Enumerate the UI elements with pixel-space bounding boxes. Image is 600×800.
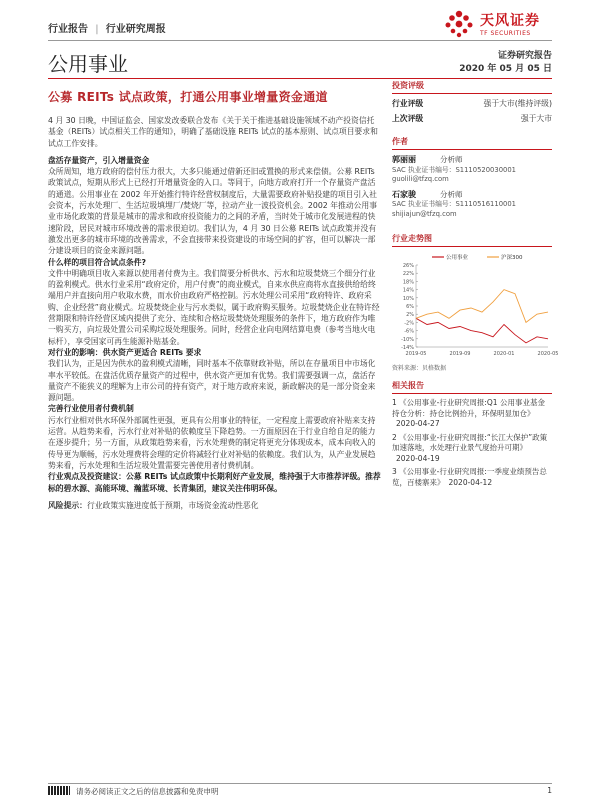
- x-tick-label: 2019-09: [449, 351, 471, 357]
- analyst-role: 分析师: [440, 155, 463, 164]
- related-report-item[interactable]: [392, 398, 552, 430]
- page-number: 1: [547, 786, 552, 795]
- related-report-title: 3 《公用事业-行业研究周报:一季度业绩预告总览，百楼寨来》: [392, 467, 547, 487]
- report-body: [48, 115, 382, 511]
- qr-code-icon: [48, 786, 70, 795]
- trend-section-title: 行业走势图: [392, 233, 552, 247]
- report-kind: 证券研究报告: [497, 51, 552, 61]
- author-section-title: 作者: [392, 136, 552, 150]
- y-tick-label: 6%: [406, 304, 414, 310]
- body-paragraph: 污水行业相对供水环保外部属性更强，更具有公用事业的特征，一定程度上需要政府补贴来支持运营。从趋势来看，污水行业对补贴的依赖度呈下降趋势。一方面原因在于行业自给自足的能力在逐步提升；另一方面，从政策趋势来看，污水处理费的制定将更充分体现成本，成本向收入的传导更为顺畅，污水处理费将会理的定价将减轻行业对补贴的依赖度。我们认为，从产业发展趋势来看，污水处理和生活垃圾处置需要完善使用者付费机制。: [48, 415, 376, 470]
- main-column: [48, 88, 382, 511]
- tag-separator: |: [95, 24, 99, 35]
- analyst-name: 石家骏: [392, 189, 416, 199]
- y-tick-label: 22%: [402, 271, 414, 278]
- section-heading: 什么样的项目符合试点条件?: [48, 257, 147, 267]
- logo-text-cn: 天风证券: [480, 13, 540, 29]
- logo-icon: [442, 8, 476, 42]
- analyst-email[interactable]: shijiajun@tfzq.com: [392, 209, 457, 218]
- section-heading: 盘活存量资产，引入增量资金: [48, 155, 150, 165]
- report-meta: [459, 50, 552, 76]
- y-tick-label: 2%: [406, 312, 414, 319]
- x-tick-label: 2020-05: [537, 351, 559, 357]
- legend-label: 沪深300: [501, 255, 523, 261]
- trend-chart: [392, 251, 559, 361]
- chart-source: 资料来源：贝格数据: [392, 365, 447, 372]
- y-tick-label: -2%: [404, 320, 414, 327]
- rating-section-title: 投资评级: [392, 80, 552, 94]
- related-report-date: 2020-04-19: [396, 453, 440, 463]
- y-tick-label: -14%: [401, 345, 414, 351]
- investment-advice: 行业观点及投资建议：公募 REITs 试点政策中长期利好产业发展，维持强于大市推荐评级。推荐标的碧水源、高能环境、瀚蓝环境、长青集团，建议关注伟明环保。: [48, 472, 381, 493]
- y-tick-label: 10%: [402, 295, 414, 302]
- sidebar: [392, 76, 559, 491]
- sector-title: 公用事业: [48, 52, 128, 76]
- analyst-email[interactable]: guolili@tfzq.com: [392, 175, 449, 183]
- body-paragraph: 4 月 30 日晚，中国证监会、国家发改委联合发布《关于关于推进基础设施领域不动产投资信托基金（REITs）试点相关工作的通知》，明确了基础设施 REITs 试点的基本原则、试点项目要求和试点工作安排。: [48, 116, 378, 148]
- related-report-date: 2020-04-27: [396, 419, 440, 428]
- y-tick-label: -6%: [404, 328, 414, 335]
- legend-label: 公用事业: [446, 255, 469, 261]
- body-paragraph: 文件中明确项目收入来源以使用者付费为主。我们简要分析供水、污水和垃圾焚烧三个细分行业的盈利模式。供水行业采用“政府定价，用户付费”的商业模式，自来水供应商将水直接供给给终端用户并直接向用户收取水费，而水价由政府严格控制。污水处理公司采用“政府特许、政府采购、企业经营”商业模式。垃圾焚烧企业与污水类似，属于政府购买服务。垃圾焚烧企业在特许经营期限和特许经营区域内提供了充分、连续和合格垃圾焚烧处理服务的条件下，地方政府作为唯一购买方，向垃圾处置公司采购垃圾处理服务。同时，经营企业向电网结算电费（参考当地火电标杆），享受国家可再生能源补贴基金。: [48, 268, 380, 346]
- analyst-name: 郭丽丽: [392, 155, 416, 164]
- prev-rating-label: 上次评级: [392, 114, 424, 123]
- report-type: 行业报告: [48, 24, 88, 35]
- risk-text: 行业政策实施进度低于预期，市场资金流动性恶化: [86, 500, 259, 510]
- logo-text-en: TF SECURITIES: [480, 30, 531, 37]
- analyst-role: 分析师: [440, 189, 463, 199]
- y-tick-label: 26%: [402, 263, 414, 269]
- related-reports: [392, 398, 552, 488]
- company-logo: [442, 8, 552, 42]
- y-tick-label: 14%: [402, 287, 414, 294]
- report-title: 公募 REITs 试点政策，打通公用事业增量资金通道: [48, 90, 328, 104]
- related-report-item[interactable]: [392, 433, 552, 465]
- report-subtype: 行业研究周报: [105, 24, 166, 35]
- previous-rating: [392, 113, 552, 124]
- body-paragraph: 我们认为，正是因为供水的盈利模式清晰，同时基本不依靠财政补贴，所以在存量项目中市场化率水平较低。在盘活优质存量资产的过程中，供水资产更加有优势。我们需要强调一点，盘活存量资产不能狭义的理解为上市公司的持有资产，对于地方政府来说，新政解决的是一部分资金来源问题。: [48, 359, 376, 403]
- x-tick-label: 2020-01: [493, 351, 515, 357]
- rating-label: 行业评级: [392, 99, 424, 108]
- section-heading: 对行业的影响：供水资产更适合 REITs 要求: [48, 347, 202, 357]
- industry-rating: [392, 98, 552, 109]
- analyst-card: [392, 155, 552, 185]
- header-divider: [48, 40, 552, 41]
- trend-chart-svg: [392, 251, 559, 361]
- footer-divider: [48, 783, 552, 784]
- analyst-cert: SAC 执业证书编号：S1110516110001: [392, 200, 516, 208]
- disclaimer: 请务必阅读正文之后的信息披露和免责申明: [76, 787, 219, 796]
- y-tick-label: 18%: [402, 279, 414, 286]
- page-header: [48, 8, 552, 40]
- related-report-date: 2020-04-12: [448, 477, 493, 487]
- risk-warning: [48, 500, 382, 511]
- analyst-card: [392, 190, 552, 220]
- body-paragraph: 众所周知，地方政府的偿付压力很大，大多只能通过借新还旧或置换的形式来偿债。公募 REITs 政策试点，短期从形式上已经打开增量资金的入口。等同于，向地方政府打开一个存量资产盘活的通道。公用事业在 2002 年开始推行特许经营权制度后，大量需要政府补贴投建的项目引入社会资本，污水处理厂、生活垃圾填埋厂/焚烧厂等，拉动产业一波投资机会。2002 年推动公用事业市场化政策的背景是城市的需求和政府投资能力的之间的矛盾，当时处于城市化发展进程的快速阶段，居民对城市环境改善的需求很迫切。我们认为，4 月 30 日公募 REITs 试点政策并没有激发出更多的城市环境的改善需求，不会直接带来投资建设的市场空间的扩容，但可以解决一部分建设项目的资金来源问题。: [48, 167, 378, 256]
- series-line-utilities: [416, 318, 548, 343]
- report-tags: [48, 20, 166, 35]
- related-report-item[interactable]: [392, 467, 552, 488]
- report-date: 2020 年 05 月 05 日: [459, 64, 552, 74]
- y-tick-label: -10%: [401, 336, 414, 343]
- prev-rating-value: 强于大市: [520, 114, 552, 123]
- related-section-title: 相关报告: [392, 380, 552, 394]
- section-heading: 完善行业使用者付费机制: [48, 404, 134, 414]
- x-tick-label: 2019-05: [405, 351, 427, 357]
- series-line-csi300: [416, 290, 548, 323]
- analyst-cert: SAC 执业证书编号：S1110520030001: [392, 165, 516, 174]
- related-report-title: 1 《公用事业-行业研究周报:Q1 公用事业基金持仓分析：持仓比例抬升，环保明显加仓》: [392, 398, 545, 418]
- risk-label: 风险提示：: [48, 500, 87, 510]
- rating-value: 强于大市(维持评级): [483, 99, 552, 108]
- related-report-title: 2 《公用事业-行业研究周报:“长江大保护”政策加速落地，水处理行业景气度抬升可期》: [392, 432, 548, 452]
